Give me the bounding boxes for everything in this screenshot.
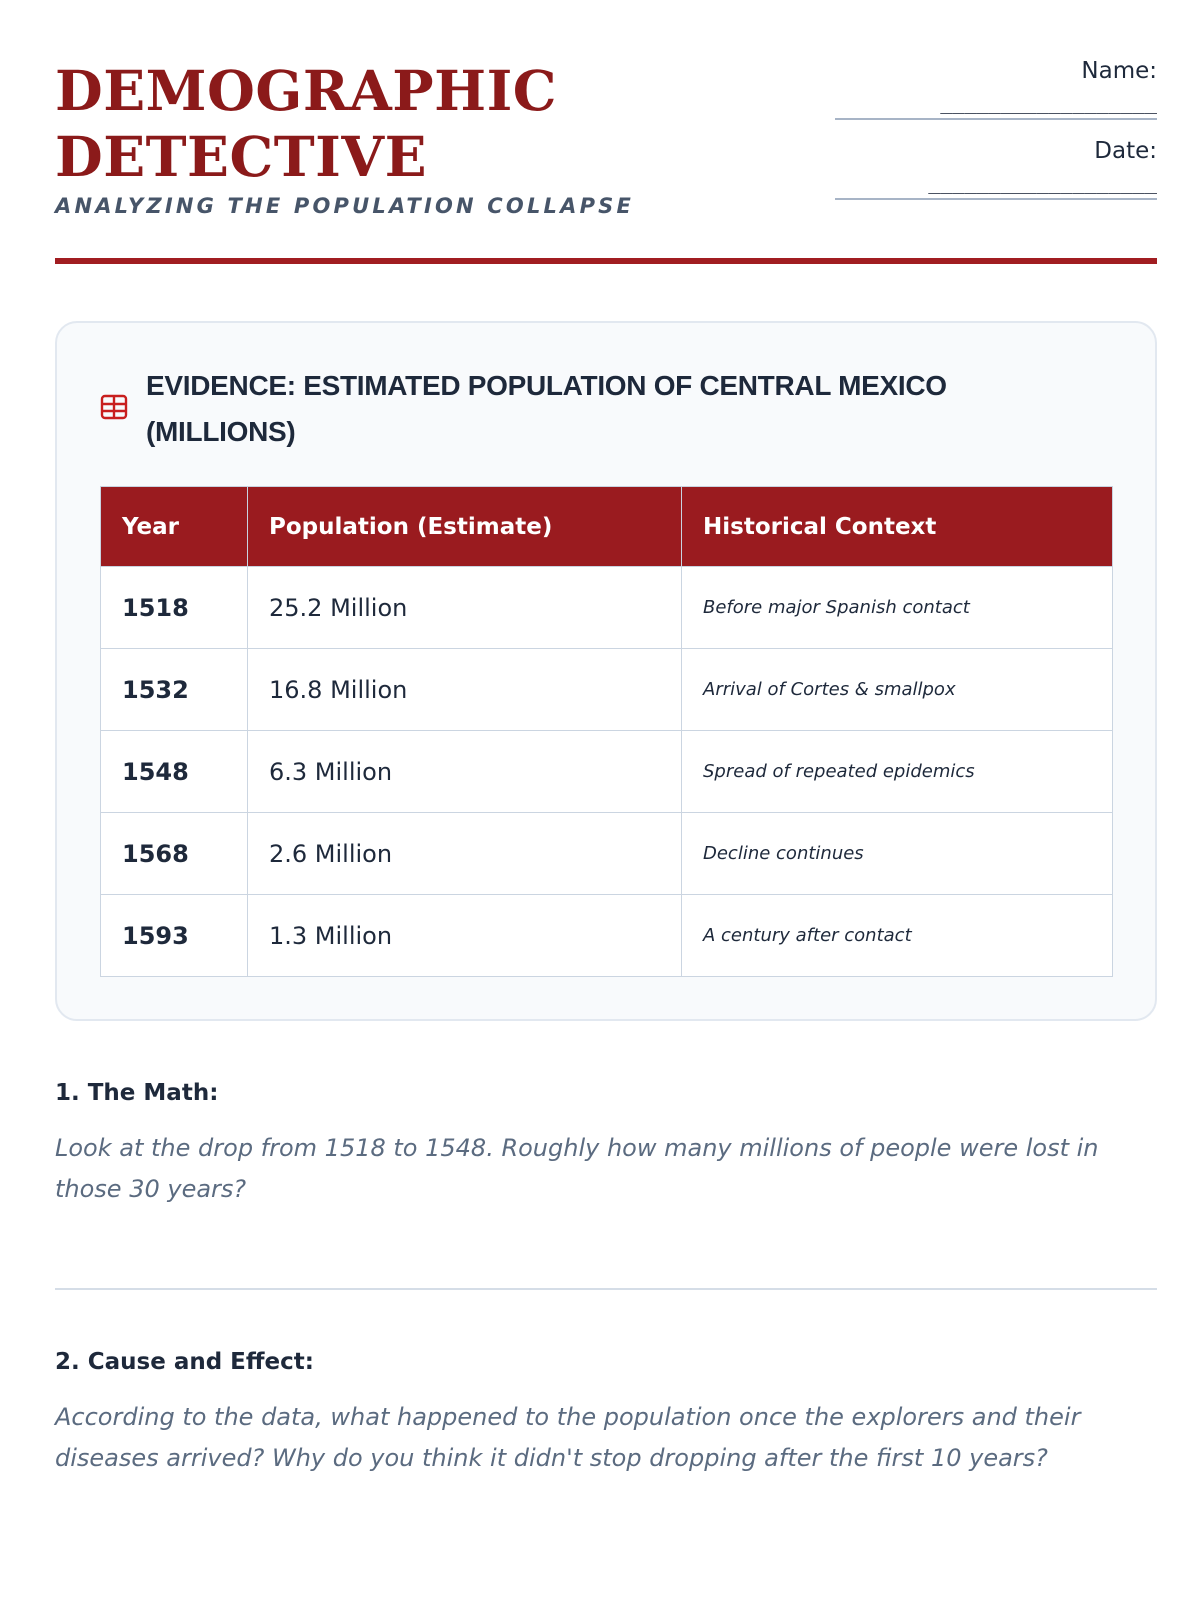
year-cell: 1593 <box>101 895 248 977</box>
context-cell: A century after contact <box>682 895 1113 977</box>
column-header-population: Population (Estimate) <box>248 487 682 567</box>
evidence-heading <box>100 363 1100 455</box>
table-row <box>101 895 1113 977</box>
column-header-year: Year <box>101 487 248 567</box>
table-row <box>101 731 1113 813</box>
context-cell: Decline continues <box>682 813 1113 895</box>
year-cell: 1548 <box>101 731 248 813</box>
table-row <box>101 813 1113 895</box>
name-field[interactable] <box>835 58 1157 120</box>
population-cell: 25.2 Million <box>248 567 682 649</box>
table-row <box>101 649 1113 731</box>
context-cell: Before major Spanish contact <box>682 567 1113 649</box>
population-cell: 2.6 Million <box>248 813 682 895</box>
population-cell: 16.8 Million <box>248 649 682 731</box>
table-row <box>101 567 1113 649</box>
date-blank[interactable]: ___________________ <box>835 170 1157 200</box>
student-info <box>835 58 1157 200</box>
year-cell: 1568 <box>101 813 248 895</box>
answer-line-1[interactable] <box>55 1288 1157 1290</box>
name-blank[interactable]: __________________ <box>835 90 1157 120</box>
subtitle: ANALYZING THE POPULATION COLLAPSE <box>55 194 635 218</box>
table-icon <box>100 393 128 421</box>
name-label: Name: <box>1081 58 1157 84</box>
header-divider <box>55 258 1157 264</box>
year-cell: 1532 <box>101 649 248 731</box>
population-table <box>100 486 1113 977</box>
table-header-row <box>101 487 1113 567</box>
evidence-card <box>55 321 1157 1021</box>
question-1-prompt: Look at the drop from 1518 to 1548. Roughly how many millions of people were lost in those 30 years? <box>55 1134 1099 1203</box>
title-line-2: DETECTIVE <box>55 124 427 189</box>
question-1-label: 1. The Math: <box>55 1080 219 1106</box>
question-2-prompt: According to the data, what happened to the population once the explorers and their diseases arrived? Why do you think it didn't stop dropping after the first 10 years? <box>55 1403 1081 1472</box>
column-header-context: Historical Context <box>682 487 1113 567</box>
title-line-1: DEMOGRAPHIC <box>55 58 558 123</box>
worksheet-header <box>55 58 1157 268</box>
question-2-label: 2. Cause and Effect: <box>55 1349 314 1375</box>
question-2 <box>55 1349 1157 1479</box>
date-label: Date: <box>1094 138 1157 164</box>
population-cell: 1.3 Million <box>248 895 682 977</box>
evidence-title: EVIDENCE: ESTIMATED POPULATION OF CENTRAL MEXICO (MILLIONS) <box>146 370 947 447</box>
date-field[interactable] <box>835 138 1157 200</box>
population-cell: 6.3 Million <box>248 731 682 813</box>
context-cell: Arrival of Cortes & smallpox <box>682 649 1113 731</box>
year-cell: 1518 <box>101 567 248 649</box>
context-cell: Spread of repeated epidemics <box>682 731 1113 813</box>
question-1 <box>55 1080 1157 1210</box>
